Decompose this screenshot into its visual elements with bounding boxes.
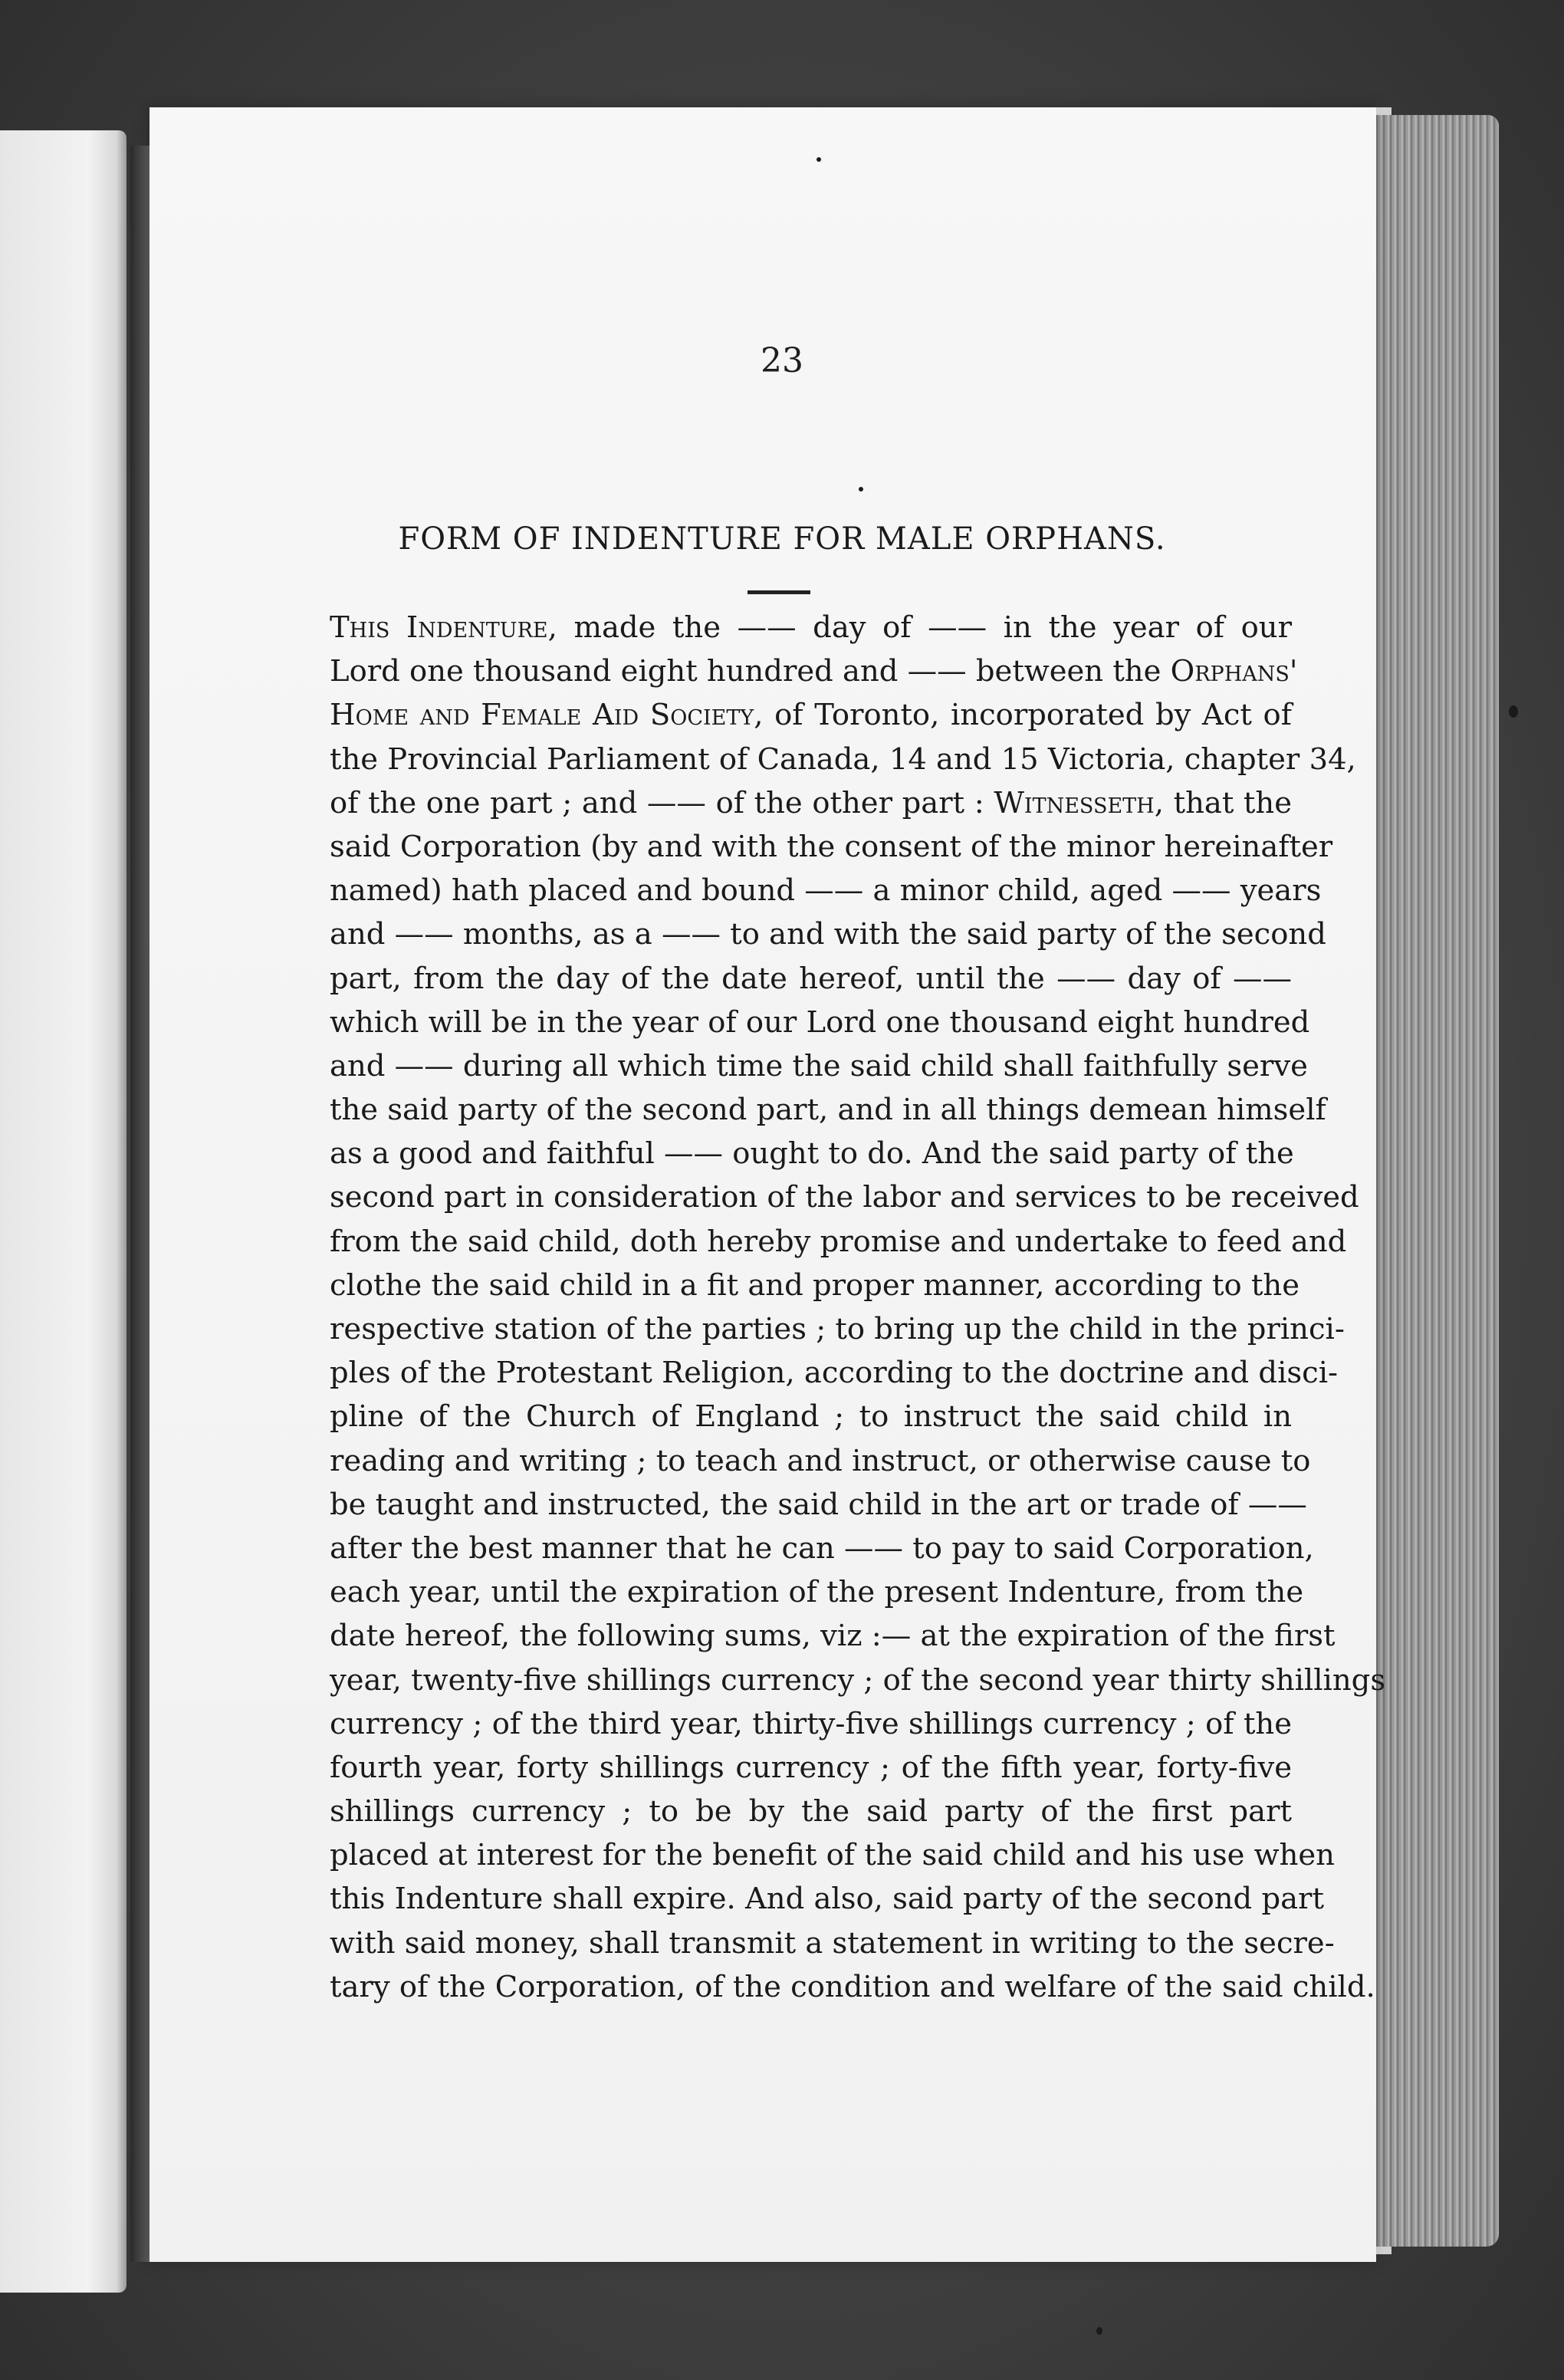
text-line-part: from the said child, doth hereby promise and undertake to feed and (330, 1224, 1347, 1259)
text-line (330, 1877, 1324, 1921)
text-line (330, 1702, 1292, 1746)
text-line (330, 1790, 1292, 1833)
indenture-body (330, 606, 1386, 2009)
text-line (330, 1395, 1292, 1438)
text-line-part: tary of the Corporation, of the condition and welfare of the said child. (330, 1969, 1375, 2004)
text-line (330, 1220, 1347, 1264)
text-line (330, 1132, 1292, 1175)
text-line (330, 781, 1292, 825)
small-caps-text: Witnesseth, (994, 785, 1164, 820)
text-line (330, 738, 1356, 781)
text-line-part: that the (1163, 785, 1292, 820)
text-line (330, 1307, 1345, 1351)
text-line-part: and —— during all which time the said child shall faithfully serve (330, 1048, 1308, 1083)
text-line (330, 1570, 1304, 1614)
text-line-part: named) hath placed and bound —— a minor child, aged —— years (330, 873, 1322, 909)
text-line-part: currency ; of the third year, thirty-five shillings currency ; of the (330, 1706, 1292, 1741)
text-line (330, 869, 1322, 912)
text-line-part: as a good and faithful —— ought to do. And the said party of the (330, 1136, 1294, 1172)
text-line (330, 1483, 1307, 1527)
text-line-part: placed at interest for the benefit of the said child and his use when (330, 1838, 1335, 1873)
text-line (330, 1527, 1314, 1570)
text-line-part: Lord one thousand eight hundred and —— between the (330, 654, 1171, 689)
text-line (330, 1088, 1326, 1132)
text-line (330, 1965, 1375, 2009)
text-line-part: the Provincial Parliament of Canada, 14 and 15 Victoria, chapter 34, (330, 741, 1356, 777)
text-line-part: second part in consideration of the labor and services to be received (330, 1180, 1359, 1215)
text-line (330, 912, 1326, 956)
text-line-part: ples of the Protestant Religion, according to the doctrine and disci- (330, 1356, 1339, 1391)
text-line-part: part, from the day of the date hereof, until the —— day of —— (330, 961, 1292, 996)
dust-speck (816, 157, 821, 162)
text-line-part: each year, until the expiration of the present Indenture, from the (330, 1575, 1304, 1610)
dust-speck (859, 487, 863, 491)
text-line (330, 1439, 1311, 1483)
text-line-part: made the —— day of —— in the year of our (557, 610, 1292, 645)
small-caps-text: Orphans' (1170, 654, 1298, 689)
text-line-part: which will be in the year of our Lord one thousand eight hundred (330, 1004, 1310, 1040)
text-line (330, 957, 1292, 1001)
text-line (330, 1351, 1339, 1395)
text-line (330, 1264, 1300, 1307)
page-heading: FORM OF INDENTURE FOR MALE ORPHANS. (398, 521, 1166, 557)
text-line (330, 1175, 1359, 1219)
text-line-part: reading and writing ; to teach and instruct, or otherwise cause to (330, 1443, 1311, 1478)
dust-speck (1096, 2327, 1102, 2335)
text-line-part: shillings currency ; to be by the said party of the first part (330, 1794, 1292, 1829)
text-line (330, 1658, 1386, 1702)
text-line-part: the said party of the second part, and in all things demean himself (330, 1093, 1326, 1128)
dust-speck (1509, 705, 1518, 718)
text-line (330, 693, 1292, 737)
text-line-part: be taught and instructed, the said child in the art or trade of —— (330, 1487, 1307, 1522)
small-caps-text: This Indenture, (330, 610, 557, 645)
text-line-part: with said money, shall transmit a statement in writing to the secre- (330, 1925, 1335, 1961)
text-line-part: respective station of the parties ; to bring up the child in the princi- (330, 1312, 1345, 1346)
small-caps-text: Home and Female Aid Society, (330, 698, 764, 733)
text-line (330, 1001, 1310, 1044)
page-number: 23 (761, 341, 803, 380)
text-line-part: clothe the said child in a fit and proper manner, according to the (330, 1267, 1300, 1303)
text-line-part: date hereof, the following sums, viz :— at the expiration of the first (330, 1619, 1336, 1654)
text-line-part: said Corporation (by and with the consent of the minor hereinafter (330, 829, 1333, 864)
text-line-part: this Indenture shall expire. And also, said party of the second part (330, 1882, 1324, 1917)
text-line-part: fourth year, forty shillings currency ; of the fifth year, forty-five (330, 1750, 1292, 1785)
text-line-part: after the best manner that he can —— to pay to said Corporation, (330, 1530, 1314, 1566)
text-line (330, 1746, 1292, 1790)
text-line (330, 649, 1298, 693)
text-line-part: of Toronto, incorporated by Act of (763, 698, 1292, 733)
text-line (330, 606, 1292, 649)
text-line (330, 1044, 1308, 1088)
text-line (330, 825, 1333, 869)
text-line (330, 1614, 1336, 1658)
text-line-part: pline of the Church of England ; to instruct the said child in (330, 1399, 1292, 1435)
facing-page-edge (0, 130, 127, 2293)
text-line (330, 1921, 1335, 1965)
text-line (330, 1833, 1335, 1877)
text-line-part: and —— months, as a —— to and with the said party of the second (330, 917, 1326, 952)
text-line-part: year, twenty-five shillings currency ; of the second year thirty shillings (330, 1662, 1386, 1698)
heading-rule (748, 590, 810, 594)
page-edges-stack (1372, 115, 1499, 2247)
text-line-part: of the one part ; and —— of the other part : (330, 785, 994, 820)
